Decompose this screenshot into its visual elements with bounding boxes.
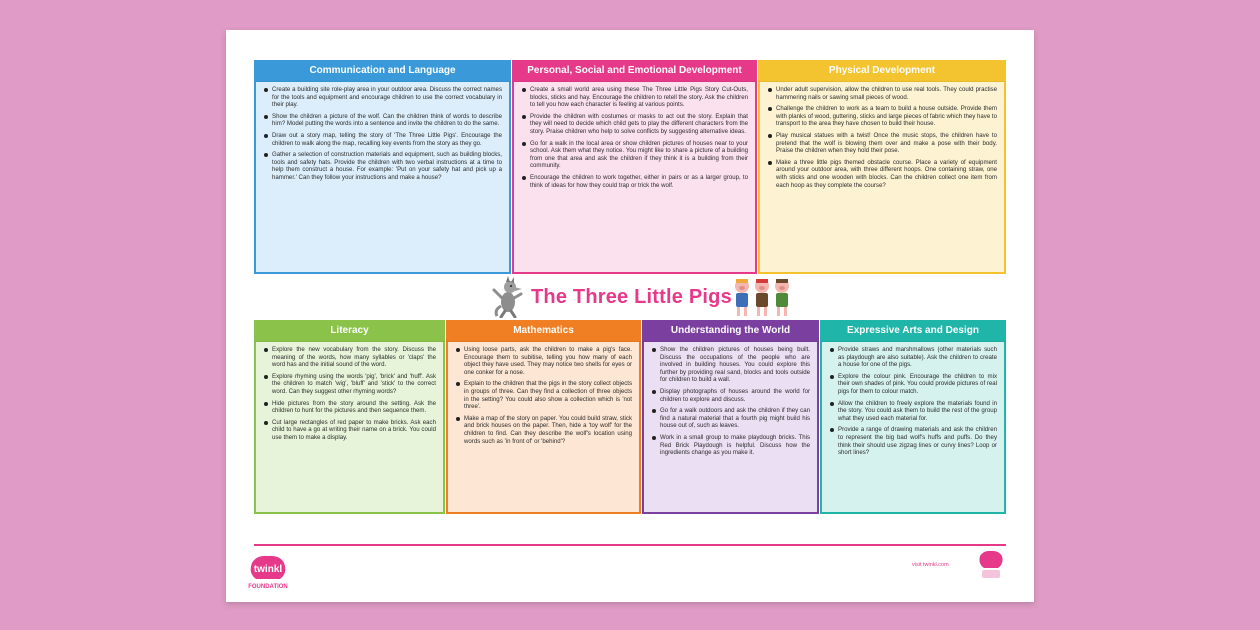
section-heading: Physical Development: [758, 60, 1006, 82]
twinkl-badge-icon: [978, 550, 1004, 580]
bottom-row: [254, 320, 1006, 514]
section-heading: Communication and Language: [254, 60, 511, 82]
section-physical-development: [758, 60, 1006, 274]
activity-item: Explore the new vocabulary from the story. Discuss the meaning of the words, how many syllables or 'claps' the word has and the initial sound of the word.: [263, 346, 436, 369]
section-literacy: [254, 320, 446, 514]
activity-list: [521, 86, 748, 189]
section-expressive-arts-and-design: [820, 320, 1006, 514]
activity-list: [455, 346, 632, 445]
activity-item: Explain to the children that the pigs in the story collect objects in groups of three. Can they find a collection of three objects in the setting? You could also show a collection which is 'not three'.: [455, 380, 632, 410]
activity-item: Encourage the children to work together, either in pairs or as a larger group, to think of ideas for how they could trap or trick the wolf.: [521, 174, 748, 189]
section-body: [254, 342, 445, 514]
activity-item: Explore the colour pink. Encourage the children to mix their own shades of pink. You could provide pictures of real pigs for them to colour match.: [829, 373, 997, 396]
activity-item: Show the children pictures of houses being built. Discuss the occupations of the people who are involved in building houses. You could explore this further by providing real sand, blocks and tools outside for children to build a wall.: [651, 346, 810, 384]
footer-divider: [254, 544, 1006, 546]
section-heading: Literacy: [254, 320, 445, 342]
section-body: [512, 82, 757, 274]
activity-item: Create a building site role-play area in your outdoor area. Discuss the correct names for the tools and equipment and encourage children to use the correct vocabulary in their play.: [263, 86, 502, 109]
wolf-illustration-icon: [488, 276, 528, 318]
activity-item: Provide straws and marshmallows (other materials such as playdough are also suitable). Ask the children to create a house for one of the pigs.: [829, 346, 997, 369]
activity-list: [767, 86, 997, 189]
section-understanding-the-world: [642, 320, 820, 514]
section-heading: Expressive Arts and Design: [820, 320, 1006, 342]
activity-item: Play musical statues with a twist! Once the music stops, the children have to pretend that the wolf is blowing them over and make a pose with their body. Praise the children when they hold their pose.: [767, 132, 997, 155]
activity-list: [263, 86, 502, 182]
logo-text: twinkl: [253, 564, 283, 575]
activity-item: Create a small world area using these The Three Little Pigs Story Cut-Outs, blocks, sticks and hay. Encourage the children to retell the story. Ask the children to tell you how each character is feeling at various points.: [521, 86, 748, 109]
section-personal-social-and-emotional-development: [512, 60, 758, 274]
activity-item: Cut large rectangles of red paper to make bricks. Ask each child to have a go at writing their name on a brick. You could use them to make a display.: [263, 419, 436, 442]
activity-list: [651, 346, 810, 457]
activity-item: Go for a walk in the local area or show children pictures of houses near to your school. Ask them what they notice. You might like to share a picture of a building from one that area and ask the children if they think it is a building from their community.: [521, 140, 748, 170]
activity-item: Draw out a story map, telling the story of 'The Three Little Pigs'. Encourage the children to walk along the map, recalling key events from the story as they go.: [263, 132, 502, 147]
activity-item: Go for a walk outdoors and ask the children if they can find a natural material that a fourth pig might build his house out of, such as leaves.: [651, 407, 810, 430]
section-body: [820, 342, 1006, 514]
footer-url[interactable]: visit twinkl.com: [912, 562, 949, 568]
activity-item: Explore rhyming using the words 'pig', 'brick' and 'huff'. Ask the children to match 'wig', 'bluff' and 'stick' to the correct word. Can they suggest other rhyming words?: [263, 373, 436, 396]
activity-item: Show the children a picture of the wolf. Can the children think of words to describe him? Model putting the words into a sentence and invite the children to do the same.: [263, 113, 502, 128]
activity-item: Challenge the children to work as a team to build a house outside. Provide them with planks of wood, guttering, sticks and large pieces of fabric which they have to transport to the area they have chosen to build their house.: [767, 105, 997, 128]
activity-item: Provide a range of drawing materials and ask the children to represent the big bad wolf's huffs and puffs. Do they think their should use zigzag lines or curvy lines? Loop or short lines?: [829, 426, 997, 456]
section-body: [758, 82, 1006, 274]
activity-item: Make a map of the story on paper. You could build straw, stick and brick houses on the paper. Then, hide a 'toy wolf' for the children to find. Can they describe the wolf's location using words such as 'in front of' or 'behind'?: [455, 415, 632, 445]
activity-list: [829, 346, 997, 457]
logo-subtext: FOUNDATION: [248, 584, 288, 590]
activity-sheet: [226, 30, 1034, 602]
activity-item: Under adult supervision, allow the children to use real tools. They could practise hammering nails or sawing small pieces of wood.: [767, 86, 997, 101]
top-row: [254, 60, 1006, 274]
activity-item: Allow the children to freely explore the materials found in the story. You could ask them to build the rest of the group what they used each material for.: [829, 400, 997, 423]
activity-item: Hide pictures from the story around the setting. Ask the children to hunt for the pictures and then sequence them.: [263, 400, 436, 415]
page-title: The Three Little Pigs: [531, 286, 732, 308]
activity-item: Make a three little pigs themed obstacle course. Place a variety of equipment around your outdoor area, with three different hoops. One containing straw, one with sticks and one wooden with blocks. Can the children collect one item from each hoop as they complete the course?: [767, 159, 997, 189]
section-heading: Understanding the World: [642, 320, 819, 342]
twinkl-foundation-logo: [246, 553, 290, 591]
activity-item: Provide the children with costumes or masks to act out the story. Explain that they will need to decide which child gets to play the different characters from the story. Praise children who help to solve conflicts by suggesting alternative ideas.: [521, 113, 748, 136]
section-body: [254, 82, 511, 274]
pigs-illustration-icon: [732, 276, 792, 318]
title-row: [226, 274, 1034, 320]
activity-list: [263, 346, 436, 442]
section-communication-and-language: [254, 60, 512, 274]
section-body: [642, 342, 819, 514]
section-heading: Personal, Social and Emotional Development: [512, 60, 757, 82]
activity-item: Display photographs of houses around the world for children to explore and discuss.: [651, 388, 810, 403]
activity-item: Work in a small group to make playdough bricks. This Red Brick Playdough is helpful. Discuss how the ingredients change as you make it.: [651, 434, 810, 457]
section-heading: Mathematics: [446, 320, 641, 342]
section-mathematics: [446, 320, 642, 514]
activity-item: Using loose parts, ask the children to make a pig's face. Encourage them to subitise, telling you how many of each object they have used. They may notice two shells for eyes or one conker for a nose.: [455, 346, 632, 376]
section-body: [446, 342, 641, 514]
activity-item: Gather a selection of construction materials and equipment, such as building blocks, tools and safety hats. Provide the children with two verbal instructions at a time to help them construct a house. For example: 'Put on your safety hat and pick up a hammer.' Can they follow your instructions and make a house?: [263, 151, 502, 181]
